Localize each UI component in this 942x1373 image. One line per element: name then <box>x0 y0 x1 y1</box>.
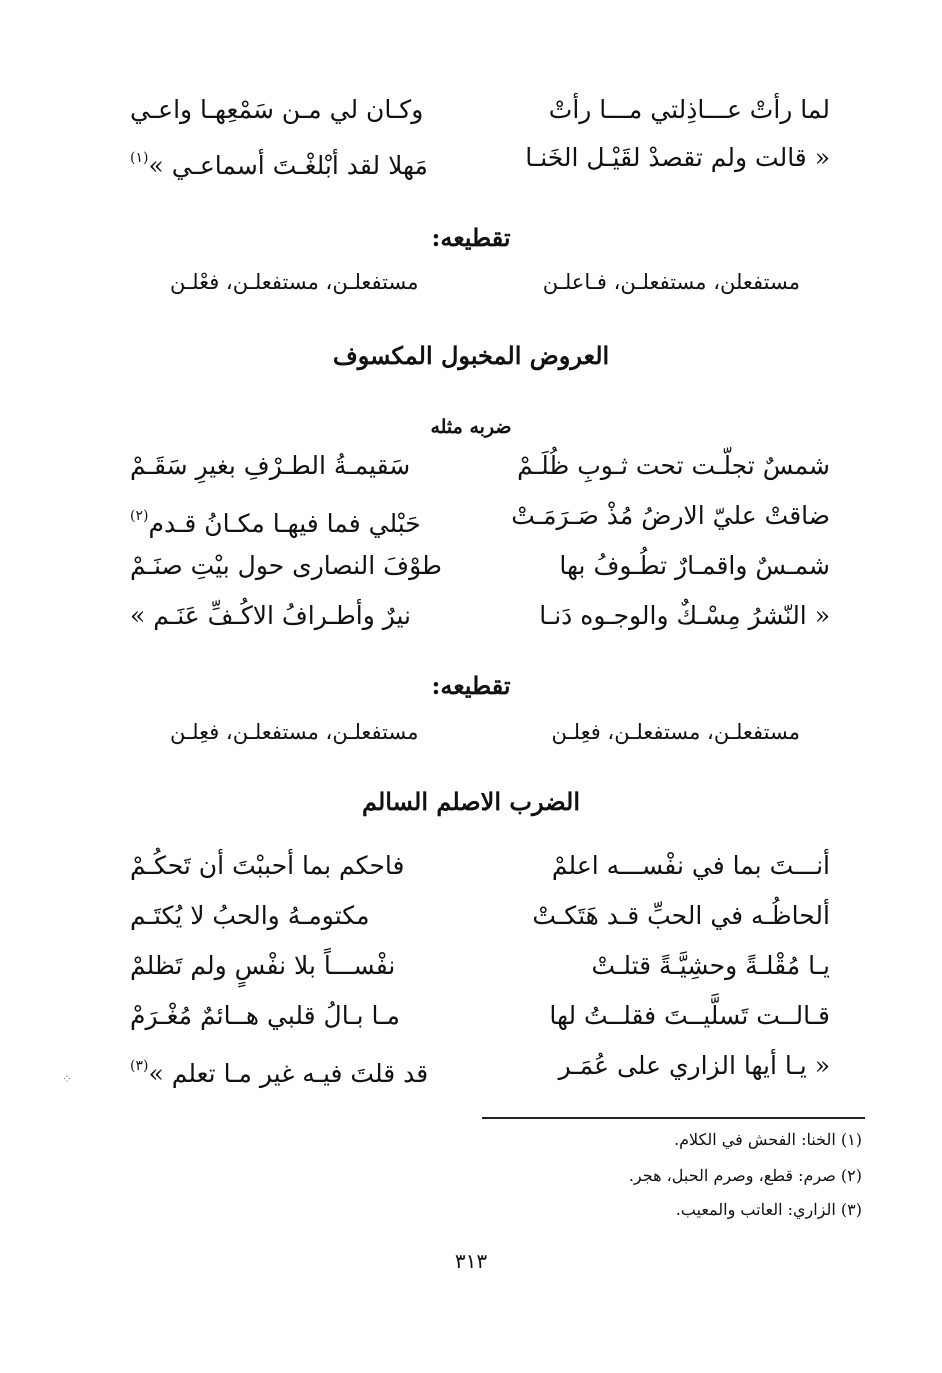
verse-first-hemistich: « النّشرُ مِسْـكٌ والوجـوه دَنـا <box>539 601 830 630</box>
verse-text: مَهلا لقد أبْلغْـتَ أسماعـي » <box>148 151 428 180</box>
scansion-title: تقطيعه: <box>431 671 511 700</box>
verse-line <box>130 90 830 130</box>
verse-first-hemistich: شمسٌ تجلّـت تحت ثـوبِ ظُلَـمْ <box>517 451 830 480</box>
verse-first-hemistich: لما رأتْ عـــاذِلتي مـــا رأتْ <box>548 95 830 124</box>
page-number: ٣١٣ <box>454 1249 488 1273</box>
verse-first-hemistich: قـالــت تَسلَّيــتَ فقلــتُ لها <box>549 1001 830 1030</box>
verse-second-hemistich: طوْفَ النصارى حول بيْتِ صنَـمْ <box>130 551 442 580</box>
verse-second-hemistich: نيرٌ وأطـرافُ الاكُـفِّ عَنَـم » <box>130 601 412 630</box>
verse-line <box>130 946 830 986</box>
verse-first-hemistich: ألحاظُـه في الحبِّ قـد هَتَكـتْ <box>532 901 830 930</box>
footnote-separator <box>482 1117 865 1119</box>
verse-line <box>130 1046 830 1086</box>
verse-line <box>130 996 830 1036</box>
verse-line <box>130 596 830 636</box>
verse-second-hemistich: مـا بـالُ قلبي هــائمٌ مُغْـرَمْ <box>130 1001 400 1030</box>
scan-speck: ⁘ <box>62 1072 73 1086</box>
scansion-second-half: مستفعلـن، مستفعلـن، فعِلـن <box>170 720 419 744</box>
verse-line <box>130 846 830 886</box>
scansion-title: تقطيعه: <box>431 223 511 252</box>
scansion-line <box>170 264 800 300</box>
verse-second-hemistich: فاحكم بما أحببْتَ أن تَحكُـمْ <box>130 851 405 880</box>
verse-first-hemistich: يـا مُقْلـةً وحشِيَّـةً قتلـتْ <box>591 951 830 980</box>
verse-line <box>130 546 830 586</box>
verse-second-hemistich: سَقيمـةُ الطـرْفِ بغيرِ سَقَـمْ <box>130 451 411 480</box>
scansion-first-half: مستفعلن، مستفعلـن، فـاعلـن <box>542 270 800 294</box>
verse-second-hemistich: مكتومـهُ والحبُ لا يُكتَـم <box>130 901 370 930</box>
footnote: (٢) صرم: قطع، وصرم الحبل، هجر. <box>628 1166 862 1185</box>
footnote: (١) الخنا: الفحش في الكلام. <box>674 1130 862 1149</box>
scansion-first-half: مستفعلـن، مستفعلـن، فعِلـن <box>551 720 800 744</box>
verse-first-hemistich: أنـــتَ بما في نفْســـه اعلمْ <box>551 851 830 880</box>
verse-line <box>130 446 830 486</box>
section-subheading: ضربه مثله <box>430 416 512 438</box>
footnote-marker: (٢) <box>130 508 149 524</box>
verse-first-hemistich: ضاقتْ عليّ الارضُ مُذْ صَـرَمَـتْ <box>511 501 830 530</box>
footnote-marker: (١) <box>130 150 149 166</box>
verse-line <box>130 496 830 536</box>
verse-second-hemistich <box>130 496 421 544</box>
verse-first-hemistich: « يـا أيها الزاري على عُمَـر <box>558 1051 830 1080</box>
verse-second-hemistich: وكـان لي مـن سَمْعِهـا واعـي <box>130 95 424 124</box>
verse-text: حَبْلي فما فيهـا مكـانُ قـدم <box>148 509 421 538</box>
verse-second-hemistich: نفْســـاً بلا نفْسٍ ولم تَظلمْ <box>130 951 396 980</box>
verse-first-hemistich: « قالت ولم تقصدْ لقَيْـل الخَنـا <box>525 143 830 172</box>
verse-line <box>130 138 830 178</box>
footnote-marker: (٣) <box>130 1058 149 1074</box>
scansion-line <box>170 714 800 750</box>
verse-first-hemistich: شمـسٌ واقمـارٌ تطُـوفُ بها <box>559 551 830 580</box>
scansion-second-half: مستفعلـن، مستفعلـن، فعْلـن <box>170 270 419 294</box>
section-heading: العروض المخبول المكسوف <box>332 341 610 370</box>
section-heading: الضرب الاصلم السالم <box>362 787 580 816</box>
verse-second-hemistich <box>130 138 428 186</box>
verse-line <box>130 896 830 936</box>
footnote: (٣) الزاري: العاتب والمعيب. <box>675 1200 862 1219</box>
verse-text: قد قلتَ فيـه غير مـا تعلم » <box>148 1059 429 1088</box>
verse-second-hemistich <box>130 1046 428 1094</box>
